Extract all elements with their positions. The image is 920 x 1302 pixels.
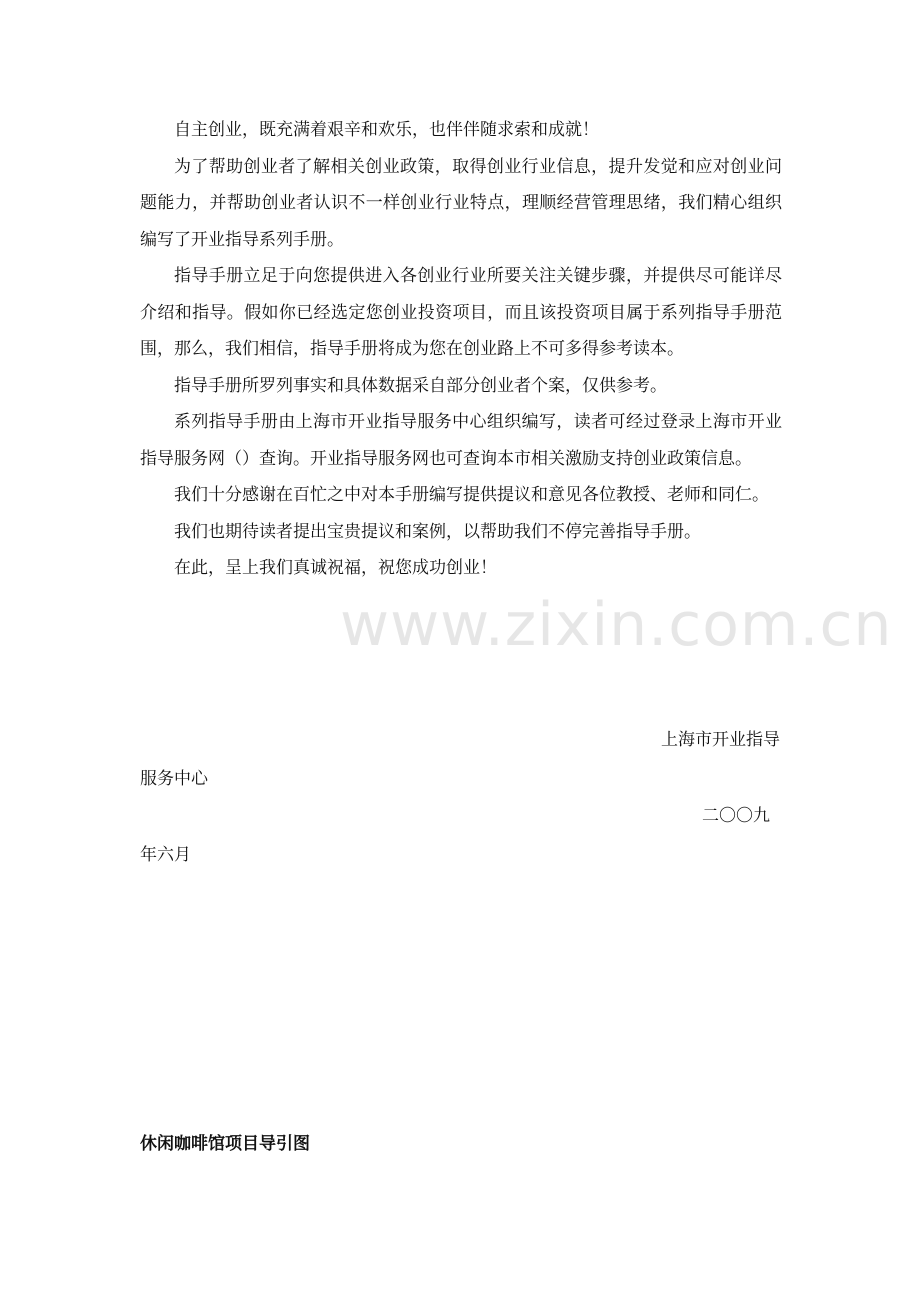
paragraph-intro: 自主创业，既充满着艰辛和欢乐，也伴伴随求索和成就！ [174, 120, 599, 140]
paragraph-data-source: 指导手册所罗列事实和具体数据采自部分创业者个案，仅供参考。 [174, 375, 667, 396]
signature-date-line1: 二〇〇九 [702, 806, 770, 826]
paragraph-wishes: 在此，呈上我们真诚祝福，祝您成功创业！ [174, 558, 497, 578]
paragraph-publisher: 系列指导手册由上海市开业指导服务中心组织编写，读者可经过登录上海市开业指导服务网（）查询。开业指导服务网也可查询本市相关激励支持创业政策信息。 [140, 412, 782, 469]
signature-org-line2: 服务中心 [140, 769, 208, 789]
paragraph-thanks: 我们十分感谢在百忙之中对本手册编写提供提议和意见各位教授、老师和同仁。 [174, 485, 769, 505]
paragraph-purpose: 为了帮助创业者了解相关创业政策，取得创业行业信息，提升发觉和应对创业问题能力，并帮助创业者认识不一样创业行业特点，理顺经营管理思绪，我们精心组织编写了开业指导系列手册。 [140, 156, 782, 250]
paragraph-feedback: 我们也期待读者提出宝贵提议和案例，以帮助我们不停完善指导手册。 [174, 521, 701, 542]
watermark: www.zixin.com.cn [340, 590, 893, 660]
preface-body [140, 112, 782, 587]
signature-date-line2: 年六月 [140, 845, 191, 865]
signature-org-line1: 上海市开业指导 [661, 730, 780, 750]
paragraph-guidance: 指导手册立足于向您提供进入各创业行业所要关注关键步骤，并提供尽可能详尽介绍和指导。假如你已经选定您创业投资项目，而且该投资项目属于系列指导手册范围，那么，我们相信，指导手册将成为您在创业路上不可多得参考读本。 [140, 266, 782, 359]
section-heading: 休闲咖啡馆项目导引图 [140, 1134, 310, 1154]
